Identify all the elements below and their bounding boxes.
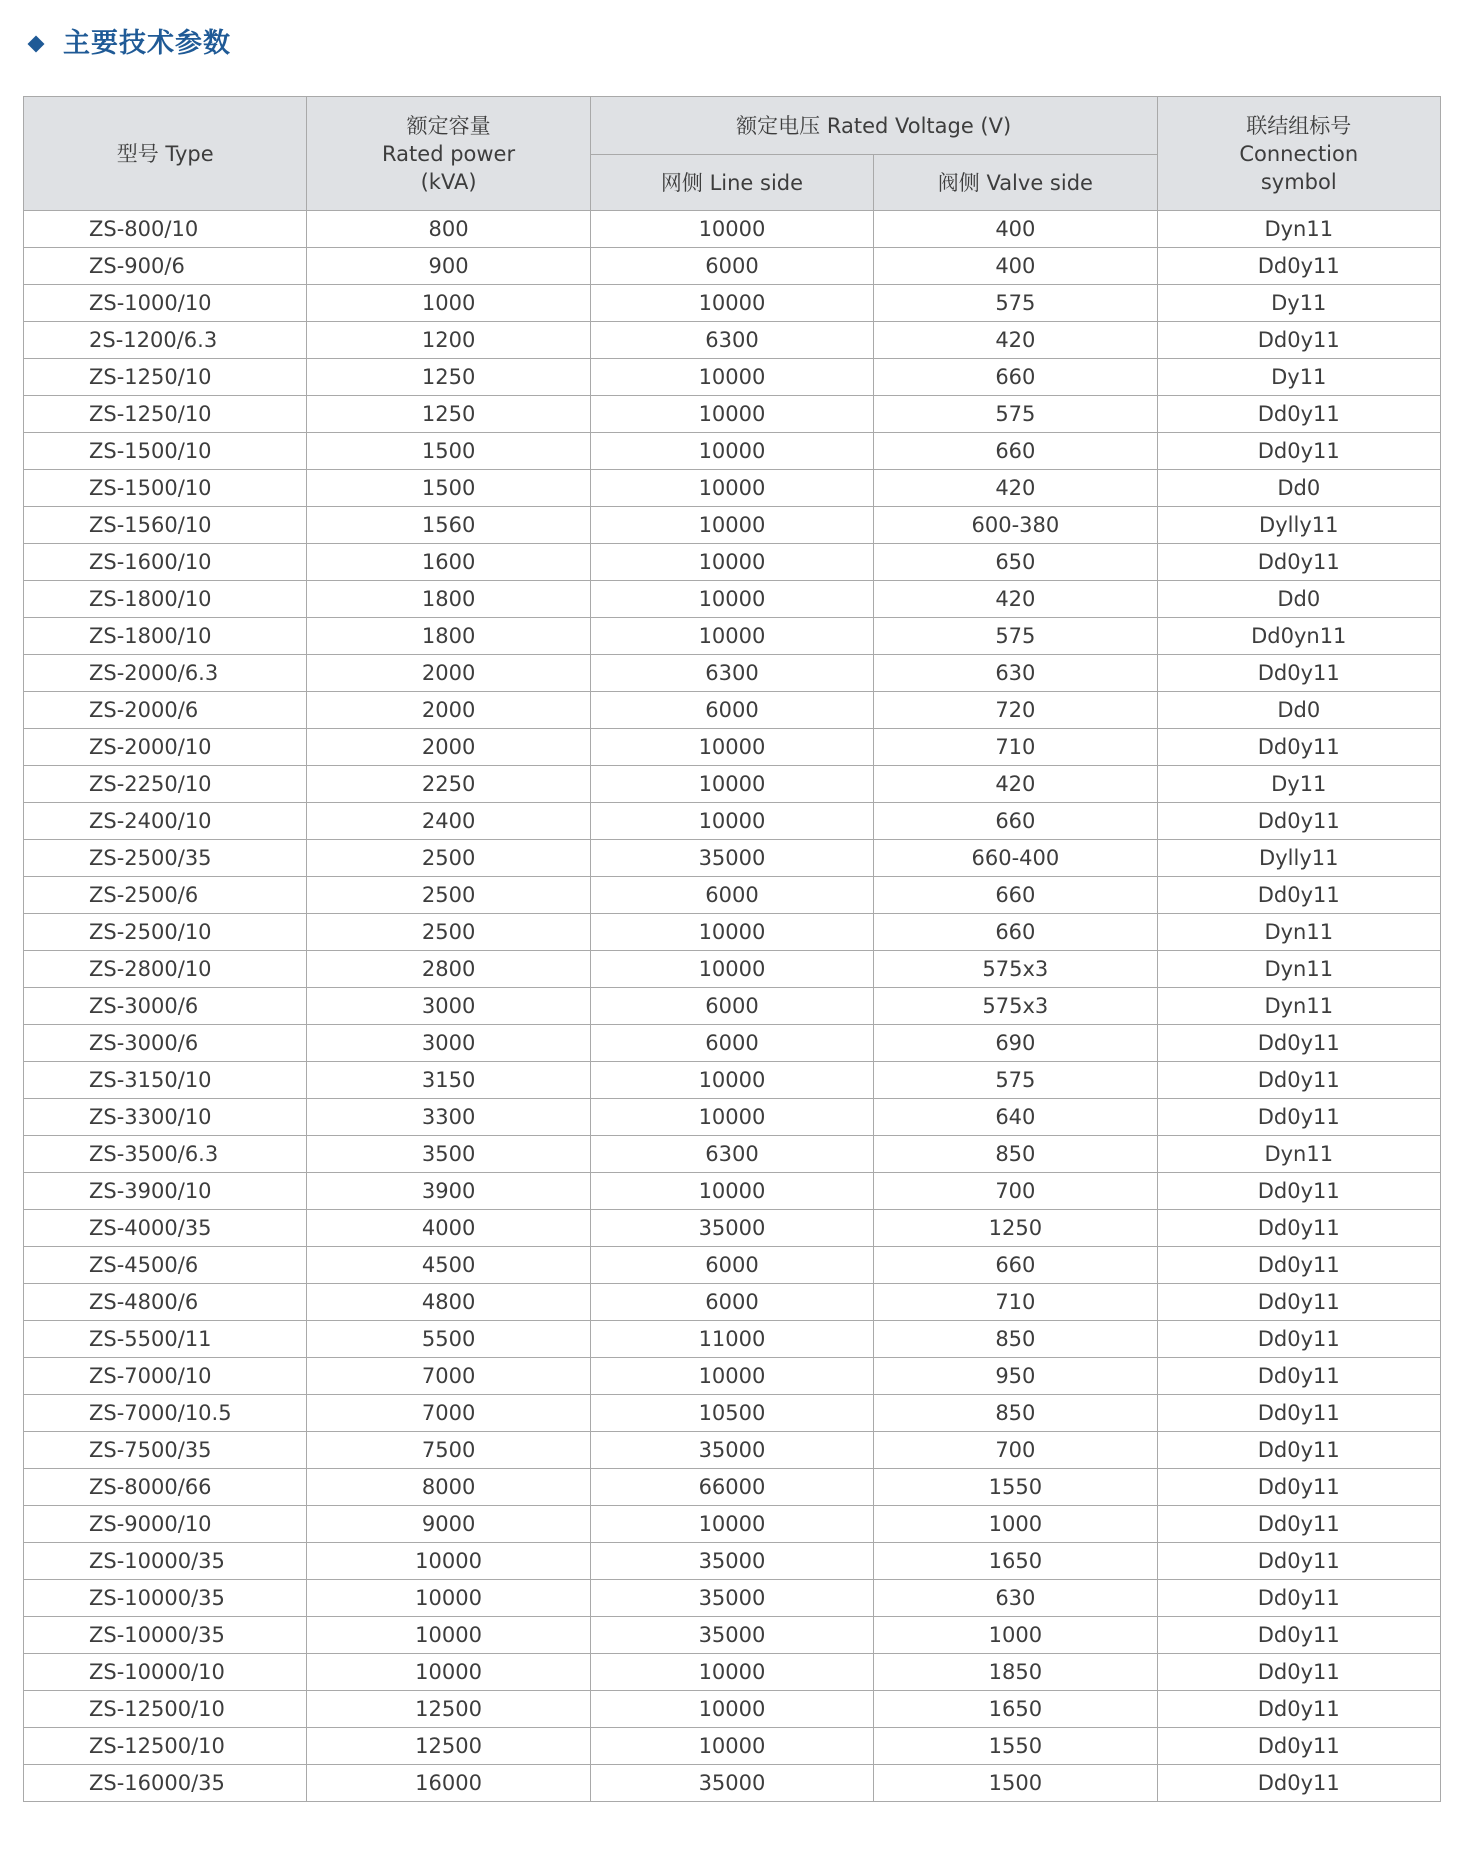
cell-line-side-voltage: 10500 — [590, 1395, 873, 1432]
header-valve-side-label: 阀侧 Valve side — [937, 170, 1093, 195]
cell-type: ZS-4500/6 — [24, 1247, 307, 1284]
cell-valve-side-voltage: 660 — [874, 433, 1157, 470]
cell-rated-power: 7000 — [307, 1395, 590, 1432]
table-body — [24, 211, 1441, 1802]
cell-line-side-voltage: 10000 — [590, 729, 873, 766]
cell-connection-symbol: Dyn11 — [1157, 988, 1440, 1025]
cell-rated-power: 1560 — [307, 507, 590, 544]
cell-line-side-voltage: 10000 — [590, 1099, 873, 1136]
cell-type: ZS-12500/10 — [24, 1691, 307, 1728]
cell-valve-side-voltage: 650 — [874, 544, 1157, 581]
header-rated-voltage — [590, 97, 1157, 155]
cell-line-side-voltage: 35000 — [590, 1765, 873, 1802]
header-power-en: Rated power — [382, 141, 516, 166]
cell-line-side-voltage: 10000 — [590, 285, 873, 322]
cell-connection-symbol: Dd0y11 — [1157, 1247, 1440, 1284]
cell-valve-side-voltage: 400 — [874, 248, 1157, 285]
cell-rated-power: 12500 — [307, 1728, 590, 1765]
cell-type: ZS-9000/10 — [24, 1506, 307, 1543]
cell-line-side-voltage: 6000 — [590, 1284, 873, 1321]
cell-type: ZS-3000/6 — [24, 988, 307, 1025]
cell-rated-power: 10000 — [307, 1580, 590, 1617]
header-conn-cn: 联结组标号 — [1246, 113, 1352, 138]
cell-type: ZS-2800/10 — [24, 951, 307, 988]
table-row — [24, 618, 1441, 655]
cell-connection-symbol: Dd0yn11 — [1157, 618, 1440, 655]
cell-type: ZS-1000/10 — [24, 285, 307, 322]
header-connection-symbol — [1157, 97, 1440, 211]
cell-line-side-voltage: 35000 — [590, 1617, 873, 1654]
header-line-side — [590, 155, 873, 211]
cell-rated-power: 2800 — [307, 951, 590, 988]
cell-type: ZS-3900/10 — [24, 1173, 307, 1210]
header-rated-power — [307, 97, 590, 211]
cell-line-side-voltage: 10000 — [590, 211, 873, 248]
table-row — [24, 840, 1441, 877]
cell-connection-symbol: Dd0y11 — [1157, 433, 1440, 470]
cell-type: 2S-1200/6.3 — [24, 322, 307, 359]
table-row — [24, 766, 1441, 803]
cell-line-side-voltage: 6000 — [590, 1025, 873, 1062]
cell-connection-symbol: Dd0y11 — [1157, 1691, 1440, 1728]
cell-connection-symbol: Dd0y11 — [1157, 1099, 1440, 1136]
table-row — [24, 655, 1441, 692]
cell-rated-power: 2400 — [307, 803, 590, 840]
cell-connection-symbol: Dd0y11 — [1157, 1617, 1440, 1654]
cell-type: ZS-3300/10 — [24, 1099, 307, 1136]
cell-type: ZS-900/6 — [24, 248, 307, 285]
cell-valve-side-voltage: 1550 — [874, 1469, 1157, 1506]
table-row — [24, 285, 1441, 322]
cell-connection-symbol: Dyn11 — [1157, 1136, 1440, 1173]
cell-rated-power: 2500 — [307, 914, 590, 951]
cell-connection-symbol: Dd0y11 — [1157, 729, 1440, 766]
header-conn-en1: Connection — [1239, 141, 1359, 166]
header-valve-side — [874, 155, 1157, 211]
table-row — [24, 1617, 1441, 1654]
cell-type: ZS-3500/6.3 — [24, 1136, 307, 1173]
cell-type: ZS-1800/10 — [24, 581, 307, 618]
cell-connection-symbol: Dd0y11 — [1157, 1506, 1440, 1543]
cell-rated-power: 10000 — [307, 1654, 590, 1691]
cell-rated-power: 3500 — [307, 1136, 590, 1173]
cell-valve-side-voltage: 630 — [874, 655, 1157, 692]
cell-line-side-voltage: 10000 — [590, 766, 873, 803]
cell-type: ZS-10000/35 — [24, 1617, 307, 1654]
cell-line-side-voltage: 6000 — [590, 877, 873, 914]
table-row — [24, 729, 1441, 766]
cell-line-side-voltage: 11000 — [590, 1321, 873, 1358]
cell-line-side-voltage: 10000 — [590, 803, 873, 840]
cell-valve-side-voltage: 575x3 — [874, 988, 1157, 1025]
cell-type: ZS-2000/6.3 — [24, 655, 307, 692]
cell-connection-symbol: Dd0y11 — [1157, 1728, 1440, 1765]
cell-connection-symbol: Dylly11 — [1157, 840, 1440, 877]
table-row — [24, 1654, 1441, 1691]
cell-rated-power: 4500 — [307, 1247, 590, 1284]
cell-line-side-voltage: 35000 — [590, 840, 873, 877]
cell-connection-symbol: Dy11 — [1157, 359, 1440, 396]
cell-rated-power: 9000 — [307, 1506, 590, 1543]
cell-connection-symbol: Dd0y11 — [1157, 1765, 1440, 1802]
cell-type: ZS-2500/10 — [24, 914, 307, 951]
cell-line-side-voltage: 10000 — [590, 1728, 873, 1765]
cell-rated-power: 5500 — [307, 1321, 590, 1358]
cell-connection-symbol: Dd0y11 — [1157, 322, 1440, 359]
table-row — [24, 322, 1441, 359]
cell-connection-symbol: Dd0y11 — [1157, 1654, 1440, 1691]
table-row — [24, 1099, 1441, 1136]
cell-valve-side-voltage: 1250 — [874, 1210, 1157, 1247]
cell-line-side-voltage: 10000 — [590, 544, 873, 581]
table-row — [24, 988, 1441, 1025]
cell-connection-symbol: Dd0 — [1157, 470, 1440, 507]
cell-valve-side-voltage: 720 — [874, 692, 1157, 729]
header-voltage-label: 额定电压 Rated Voltage (V) — [736, 113, 1012, 138]
table-row — [24, 877, 1441, 914]
header-type-label: 型号 Type — [116, 141, 214, 166]
cell-type: ZS-7000/10.5 — [24, 1395, 307, 1432]
cell-rated-power: 1800 — [307, 618, 590, 655]
cell-valve-side-voltage: 1500 — [874, 1765, 1157, 1802]
cell-connection-symbol: Dd0 — [1157, 692, 1440, 729]
section-title: 主要技术参数 — [63, 28, 231, 59]
cell-type: ZS-1600/10 — [24, 544, 307, 581]
cell-line-side-voltage: 6000 — [590, 248, 873, 285]
section-heading — [27, 26, 231, 62]
table-row — [24, 1543, 1441, 1580]
cell-line-side-voltage: 10000 — [590, 1173, 873, 1210]
table-row — [24, 1173, 1441, 1210]
cell-connection-symbol: Dd0y11 — [1157, 655, 1440, 692]
cell-valve-side-voltage: 660 — [874, 803, 1157, 840]
table-row — [24, 1580, 1441, 1617]
cell-connection-symbol: Dyn11 — [1157, 914, 1440, 951]
cell-type: ZS-12500/10 — [24, 1728, 307, 1765]
cell-valve-side-voltage: 710 — [874, 729, 1157, 766]
cell-valve-side-voltage: 1850 — [874, 1654, 1157, 1691]
table-row — [24, 1765, 1441, 1802]
cell-rated-power: 2000 — [307, 692, 590, 729]
cell-connection-symbol: Dd0y11 — [1157, 1210, 1440, 1247]
cell-rated-power: 10000 — [307, 1543, 590, 1580]
cell-line-side-voltage: 10000 — [590, 1691, 873, 1728]
table-row — [24, 359, 1441, 396]
header-power-unit: (kVA) — [420, 169, 477, 194]
header-conn-en2: symbol — [1260, 169, 1337, 194]
cell-valve-side-voltage: 640 — [874, 1099, 1157, 1136]
cell-connection-symbol: Dylly11 — [1157, 507, 1440, 544]
cell-type: ZS-4800/6 — [24, 1284, 307, 1321]
cell-connection-symbol: Dd0y11 — [1157, 877, 1440, 914]
cell-rated-power: 1500 — [307, 470, 590, 507]
cell-valve-side-voltage: 700 — [874, 1173, 1157, 1210]
cell-valve-side-voltage: 1550 — [874, 1728, 1157, 1765]
table-row — [24, 1728, 1441, 1765]
cell-rated-power: 2500 — [307, 877, 590, 914]
cell-valve-side-voltage: 700 — [874, 1432, 1157, 1469]
cell-rated-power: 2500 — [307, 840, 590, 877]
table-row — [24, 470, 1441, 507]
cell-valve-side-voltage: 660-400 — [874, 840, 1157, 877]
cell-rated-power: 800 — [307, 211, 590, 248]
table-row — [24, 1247, 1441, 1284]
cell-line-side-voltage: 10000 — [590, 396, 873, 433]
cell-connection-symbol: Dd0y11 — [1157, 803, 1440, 840]
cell-connection-symbol: Dd0y11 — [1157, 1469, 1440, 1506]
cell-line-side-voltage: 10000 — [590, 914, 873, 951]
cell-rated-power: 1200 — [307, 322, 590, 359]
technical-parameters-table — [23, 96, 1441, 1802]
cell-valve-side-voltage: 600-380 — [874, 507, 1157, 544]
cell-rated-power: 1000 — [307, 285, 590, 322]
cell-valve-side-voltage: 1650 — [874, 1543, 1157, 1580]
cell-connection-symbol: Dd0y11 — [1157, 1543, 1440, 1580]
table-row — [24, 507, 1441, 544]
cell-line-side-voltage: 35000 — [590, 1580, 873, 1617]
table-row — [24, 1025, 1441, 1062]
cell-valve-side-voltage: 1650 — [874, 1691, 1157, 1728]
cell-type: ZS-1250/10 — [24, 359, 307, 396]
table-row — [24, 396, 1441, 433]
cell-valve-side-voltage: 420 — [874, 766, 1157, 803]
cell-rated-power: 3300 — [307, 1099, 590, 1136]
cell-line-side-voltage: 6300 — [590, 655, 873, 692]
cell-line-side-voltage: 6300 — [590, 1136, 873, 1173]
cell-connection-symbol: Dd0y11 — [1157, 1062, 1440, 1099]
table-row — [24, 1506, 1441, 1543]
cell-line-side-voltage: 10000 — [590, 359, 873, 396]
cell-valve-side-voltage: 420 — [874, 581, 1157, 618]
cell-rated-power: 1250 — [307, 396, 590, 433]
cell-connection-symbol: Dy11 — [1157, 285, 1440, 322]
table-row — [24, 433, 1441, 470]
cell-rated-power: 12500 — [307, 1691, 590, 1728]
header-type — [24, 97, 307, 211]
cell-rated-power: 4800 — [307, 1284, 590, 1321]
table-row — [24, 951, 1441, 988]
cell-valve-side-voltage: 420 — [874, 470, 1157, 507]
table-row — [24, 1432, 1441, 1469]
cell-connection-symbol: Dyn11 — [1157, 211, 1440, 248]
cell-line-side-voltage: 35000 — [590, 1210, 873, 1247]
cell-connection-symbol: Dd0y11 — [1157, 1358, 1440, 1395]
cell-rated-power: 3000 — [307, 988, 590, 1025]
cell-rated-power: 3900 — [307, 1173, 590, 1210]
cell-line-side-voltage: 10000 — [590, 951, 873, 988]
cell-connection-symbol: Dd0y11 — [1157, 396, 1440, 433]
cell-line-side-voltage: 10000 — [590, 470, 873, 507]
cell-connection-symbol: Dd0y11 — [1157, 1432, 1440, 1469]
cell-type: ZS-1250/10 — [24, 396, 307, 433]
cell-line-side-voltage: 66000 — [590, 1469, 873, 1506]
cell-rated-power: 16000 — [307, 1765, 590, 1802]
cell-line-side-voltage: 10000 — [590, 581, 873, 618]
table-row — [24, 914, 1441, 951]
cell-valve-side-voltage: 950 — [874, 1358, 1157, 1395]
cell-type: ZS-2500/35 — [24, 840, 307, 877]
cell-connection-symbol: Dd0y11 — [1157, 1395, 1440, 1432]
cell-connection-symbol: Dd0y11 — [1157, 1321, 1440, 1358]
table-row — [24, 1395, 1441, 1432]
cell-connection-symbol: Dy11 — [1157, 766, 1440, 803]
cell-type: ZS-10000/10 — [24, 1654, 307, 1691]
cell-rated-power: 7000 — [307, 1358, 590, 1395]
cell-valve-side-voltage: 660 — [874, 877, 1157, 914]
cell-type: ZS-8000/66 — [24, 1469, 307, 1506]
cell-rated-power: 3150 — [307, 1062, 590, 1099]
cell-type: ZS-800/10 — [24, 211, 307, 248]
cell-line-side-voltage: 10000 — [590, 1062, 873, 1099]
cell-rated-power: 10000 — [307, 1617, 590, 1654]
cell-valve-side-voltage: 575 — [874, 618, 1157, 655]
cell-line-side-voltage: 10000 — [590, 1506, 873, 1543]
cell-type: ZS-2400/10 — [24, 803, 307, 840]
cell-valve-side-voltage: 660 — [874, 359, 1157, 396]
cell-line-side-voltage: 6000 — [590, 1247, 873, 1284]
cell-type: ZS-2000/10 — [24, 729, 307, 766]
cell-type: ZS-5500/11 — [24, 1321, 307, 1358]
table-row — [24, 1321, 1441, 1358]
cell-valve-side-voltage: 575x3 — [874, 951, 1157, 988]
cell-valve-side-voltage: 1000 — [874, 1617, 1157, 1654]
header-line-side-label: 网侧 Line side — [660, 170, 804, 195]
table-row — [24, 211, 1441, 248]
cell-connection-symbol: Dd0y11 — [1157, 248, 1440, 285]
cell-type: ZS-2000/6 — [24, 692, 307, 729]
cell-valve-side-voltage: 660 — [874, 914, 1157, 951]
cell-type: ZS-3000/6 — [24, 1025, 307, 1062]
table-row — [24, 1284, 1441, 1321]
cell-rated-power: 900 — [307, 248, 590, 285]
cell-rated-power: 4000 — [307, 1210, 590, 1247]
cell-line-side-voltage: 10000 — [590, 433, 873, 470]
cell-type: ZS-7500/35 — [24, 1432, 307, 1469]
table-row — [24, 1358, 1441, 1395]
cell-rated-power: 7500 — [307, 1432, 590, 1469]
cell-connection-symbol: Dd0y11 — [1157, 1284, 1440, 1321]
cell-type: ZS-16000/35 — [24, 1765, 307, 1802]
cell-valve-side-voltage: 630 — [874, 1580, 1157, 1617]
cell-connection-symbol: Dd0y11 — [1157, 1025, 1440, 1062]
cell-rated-power: 2000 — [307, 729, 590, 766]
cell-valve-side-voltage: 660 — [874, 1247, 1157, 1284]
cell-valve-side-voltage: 575 — [874, 1062, 1157, 1099]
cell-type: ZS-10000/35 — [24, 1543, 307, 1580]
cell-line-side-voltage: 10000 — [590, 1358, 873, 1395]
cell-line-side-voltage: 6000 — [590, 988, 873, 1025]
cell-rated-power: 2000 — [307, 655, 590, 692]
cell-type: ZS-10000/35 — [24, 1580, 307, 1617]
header-power-cn: 额定容量 — [406, 113, 491, 138]
cell-type: ZS-1500/10 — [24, 470, 307, 507]
table-row — [24, 1210, 1441, 1247]
table-row — [24, 1136, 1441, 1173]
cell-type: ZS-1560/10 — [24, 507, 307, 544]
cell-connection-symbol: Dd0 — [1157, 581, 1440, 618]
cell-rated-power: 2250 — [307, 766, 590, 803]
cell-line-side-voltage: 10000 — [590, 618, 873, 655]
cell-type: ZS-2500/6 — [24, 877, 307, 914]
cell-rated-power: 1800 — [307, 581, 590, 618]
cell-type: ZS-1800/10 — [24, 618, 307, 655]
cell-rated-power: 3000 — [307, 1025, 590, 1062]
table-row — [24, 1062, 1441, 1099]
cell-valve-side-voltage: 575 — [874, 285, 1157, 322]
cell-line-side-voltage: 6300 — [590, 322, 873, 359]
table-row — [24, 803, 1441, 840]
diamond-icon — [28, 36, 45, 53]
cell-valve-side-voltage: 420 — [874, 322, 1157, 359]
cell-rated-power: 1250 — [307, 359, 590, 396]
cell-type: ZS-3150/10 — [24, 1062, 307, 1099]
table-row — [24, 1469, 1441, 1506]
cell-type: ZS-1500/10 — [24, 433, 307, 470]
table-row — [24, 581, 1441, 618]
cell-valve-side-voltage: 850 — [874, 1321, 1157, 1358]
cell-line-side-voltage: 10000 — [590, 1654, 873, 1691]
table-row — [24, 248, 1441, 285]
cell-valve-side-voltage: 850 — [874, 1395, 1157, 1432]
cell-line-side-voltage: 10000 — [590, 507, 873, 544]
table-row — [24, 544, 1441, 581]
cell-rated-power: 1600 — [307, 544, 590, 581]
cell-type: ZS-7000/10 — [24, 1358, 307, 1395]
cell-valve-side-voltage: 710 — [874, 1284, 1157, 1321]
table-header — [24, 97, 1441, 211]
cell-valve-side-voltage: 690 — [874, 1025, 1157, 1062]
cell-connection-symbol: Dd0y11 — [1157, 1580, 1440, 1617]
cell-rated-power: 8000 — [307, 1469, 590, 1506]
cell-valve-side-voltage: 850 — [874, 1136, 1157, 1173]
cell-type: ZS-4000/35 — [24, 1210, 307, 1247]
cell-connection-symbol: Dd0y11 — [1157, 544, 1440, 581]
cell-type: ZS-2250/10 — [24, 766, 307, 803]
cell-valve-side-voltage: 1000 — [874, 1506, 1157, 1543]
cell-connection-symbol: Dd0y11 — [1157, 1173, 1440, 1210]
cell-line-side-voltage: 35000 — [590, 1543, 873, 1580]
table-row — [24, 1691, 1441, 1728]
table-row — [24, 692, 1441, 729]
cell-line-side-voltage: 6000 — [590, 692, 873, 729]
cell-valve-side-voltage: 400 — [874, 211, 1157, 248]
cell-line-side-voltage: 35000 — [590, 1432, 873, 1469]
cell-connection-symbol: Dyn11 — [1157, 951, 1440, 988]
cell-valve-side-voltage: 575 — [874, 396, 1157, 433]
cell-rated-power: 1500 — [307, 433, 590, 470]
